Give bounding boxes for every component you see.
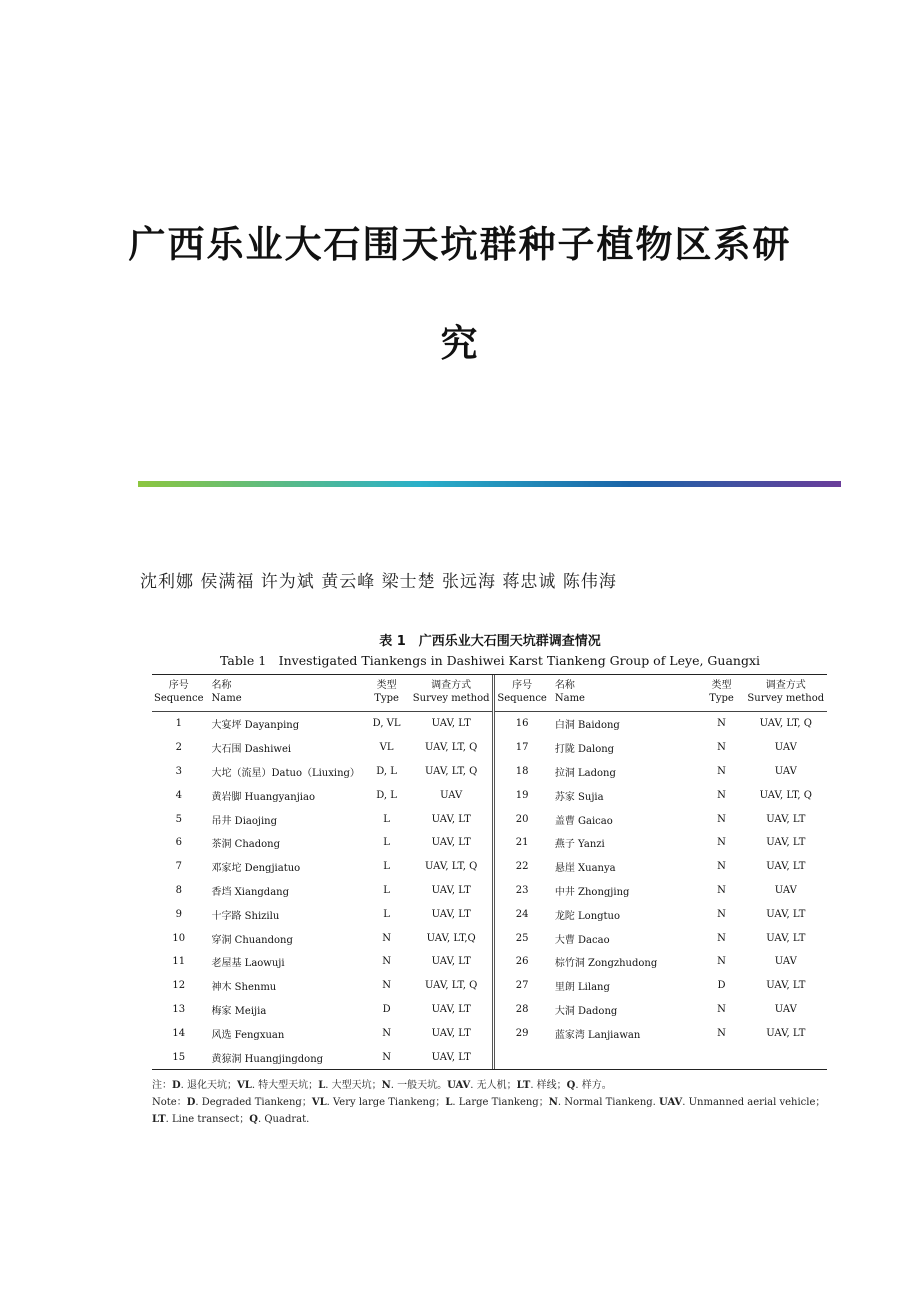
table-row — [152, 926, 827, 950]
cell-name: 大坨（流星）Datuo（Liuxing） — [211, 767, 360, 779]
table-row — [152, 974, 827, 998]
cell-seq: 3 — [175, 765, 182, 777]
cell-type: D, VL — [372, 718, 401, 730]
cell-method: UAV, LT,Q — [426, 932, 476, 944]
table-row — [152, 902, 827, 926]
cell-method: UAV, LT — [431, 1051, 471, 1063]
cell-name: 中井 Zhongjing — [554, 886, 630, 898]
cell-seq: 11 — [172, 956, 186, 968]
table-header-row — [152, 675, 827, 712]
cell-method: UAV, LT — [766, 813, 806, 825]
cell-seq: 27 — [494, 974, 549, 998]
cell-method: UAV, LT — [431, 884, 471, 896]
paper-title-line-2: 究 — [440, 321, 480, 365]
cell-name: 盖曹 Gaicao — [554, 815, 613, 827]
cell-name: 风选 Fengxuan — [211, 1029, 285, 1041]
cell-name: 龙陀 Longtuo — [554, 910, 621, 922]
header-method-cn-right: 调查方式 — [765, 680, 806, 691]
note-definition: . Normal Tiankeng. — [557, 1097, 660, 1108]
table-row — [152, 950, 827, 974]
cell-type: L — [383, 861, 390, 873]
cell-seq: 10 — [172, 932, 186, 944]
cell-seq: 28 — [494, 998, 549, 1022]
cell-method: UAV, LT — [431, 837, 471, 849]
header-method-en: Survey method — [412, 693, 490, 704]
cell-type: D, L — [376, 765, 397, 777]
header-seq-cn-right: 序号 — [512, 680, 533, 691]
note-definition: . Large Tiankeng； — [452, 1097, 549, 1108]
cell-type: N — [717, 789, 726, 801]
cell-seq: 13 — [172, 1003, 186, 1015]
header-type-en: Type — [374, 693, 399, 704]
cell-method: UAV, LT, Q — [425, 765, 478, 777]
note-abbreviation: UAV — [447, 1080, 471, 1091]
cell-method: UAV — [774, 742, 797, 754]
cell-type: N — [717, 908, 726, 920]
cell-empty — [698, 1045, 744, 1069]
table-row — [152, 712, 827, 736]
cell-name: 悬崖 Xuanya — [554, 863, 616, 875]
cell-name: 里朗 Lilang — [554, 982, 610, 994]
note-definition: . 无人机； — [470, 1080, 517, 1091]
cell-method: UAV, LT — [431, 813, 471, 825]
cell-method: UAV — [774, 765, 797, 777]
gradient-divider — [138, 481, 841, 487]
cell-seq: 17 — [494, 736, 549, 760]
cell-seq: 23 — [494, 879, 549, 903]
cell-method: UAV, LT — [431, 1027, 471, 1039]
cell-method: UAV, LT — [766, 1027, 806, 1039]
cell-name: 梅家 Meijia — [211, 1005, 267, 1017]
cell-name: 蓝家湾 Lanjiawan — [554, 1029, 641, 1041]
cell-seq: 24 — [494, 902, 549, 926]
cell-type: N — [717, 1003, 726, 1015]
cell-name: 茶洞 Chadong — [211, 839, 280, 851]
cell-type: N — [382, 980, 391, 992]
cell-method: UAV, LT — [431, 718, 471, 730]
note-abbreviation: D — [186, 1097, 196, 1108]
note-definition: . 大型天坑； — [325, 1080, 382, 1091]
note-abbreviation: N — [548, 1097, 558, 1108]
cell-method: UAV, LT — [431, 908, 471, 920]
header-method — [410, 675, 494, 712]
cell-type: D, L — [376, 789, 397, 801]
header-seq-en-right: Sequence — [497, 693, 547, 704]
cell-method: UAV, LT, Q — [425, 861, 478, 873]
header-seq — [152, 675, 206, 712]
cell-name: 拉洞 Ladong — [554, 767, 616, 779]
table-caption-en: Table 1 Investigated Tiankengs in Dashiwei Karst Tiankeng Group of Leye, Guangxi — [220, 653, 760, 668]
header-type-cn-right: 类型 — [711, 680, 732, 691]
note-abbreviation: N — [381, 1080, 391, 1091]
cell-name: 大石围 Dashiwei — [211, 744, 292, 756]
cell-seq: 20 — [494, 807, 549, 831]
cell-type: N — [382, 932, 391, 944]
cell-seq: 19 — [494, 783, 549, 807]
cell-type: N — [382, 1051, 391, 1063]
cell-type: N — [717, 956, 726, 968]
author-list: 沈利娜 侯满福 许为斌 黄云峰 梁士楚 张远海 蒋忠诚 陈伟海 — [140, 572, 617, 592]
note-abbreviation: UAV — [659, 1097, 683, 1108]
note-label: 注： — [152, 1080, 172, 1091]
cell-type: N — [717, 765, 726, 777]
cell-type: N — [717, 932, 726, 944]
cell-type: N — [717, 718, 726, 730]
cell-seq: 9 — [175, 908, 182, 920]
cell-type: N — [717, 837, 726, 849]
header-name-en: Name — [211, 693, 242, 704]
header-seq-en: Sequence — [154, 693, 204, 704]
cell-method: UAV — [440, 789, 463, 801]
cell-type: N — [382, 1027, 391, 1039]
cell-name: 神木 Shenmu — [211, 982, 277, 994]
cell-name: 燕子 Yanzi — [554, 839, 605, 851]
cell-method: UAV, LT, Q — [425, 980, 478, 992]
note-abbreviation: Q — [566, 1080, 576, 1091]
cell-method: UAV — [774, 884, 797, 896]
table-row — [152, 1021, 827, 1045]
cell-seq: 25 — [494, 926, 549, 950]
cell-seq: 7 — [175, 861, 182, 873]
cell-name: 老屋基 Laowuji — [211, 958, 285, 970]
header-seq-cn: 序号 — [168, 680, 189, 691]
note-abbreviation: Q — [249, 1114, 258, 1125]
cell-type: L — [383, 837, 390, 849]
cell-seq: 22 — [494, 855, 549, 879]
table-note — [152, 1077, 828, 1128]
cell-method: UAV, LT, Q — [759, 718, 812, 730]
cell-method: UAV, LT — [431, 1003, 471, 1015]
cell-name: 邓家坨 Dengjiatuo — [211, 863, 301, 875]
note-definition: . Degraded Tiankeng； — [195, 1097, 312, 1108]
table-row — [152, 807, 827, 831]
cell-name: 苏家 Sujia — [554, 791, 604, 803]
cell-method: UAV — [774, 1003, 797, 1015]
cell-seq: 1 — [175, 718, 182, 730]
cell-seq: 14 — [172, 1027, 186, 1039]
cell-seq: 18 — [494, 760, 549, 784]
cell-empty — [745, 1045, 827, 1069]
cell-type: D — [717, 980, 726, 992]
cell-seq: 5 — [175, 813, 182, 825]
header-type-en-right: Type — [709, 693, 734, 704]
note-definition: . 特大型天坑； — [251, 1080, 319, 1091]
note-definition: . 样方。 — [575, 1080, 612, 1091]
note-definition: . 样线； — [530, 1080, 567, 1091]
cell-method: UAV, LT — [766, 837, 806, 849]
cell-seq: 15 — [172, 1051, 186, 1063]
table-row — [152, 879, 827, 903]
header-name-right — [549, 675, 699, 712]
tiankeng-table — [152, 674, 827, 1070]
cell-method: UAV — [774, 956, 797, 968]
header-method-en-right: Survey method — [747, 693, 825, 704]
cell-name: 棕竹洞 Zongzhudong — [554, 958, 658, 970]
cell-name: 吊井 Diaojing — [211, 815, 278, 827]
cell-seq: 16 — [494, 712, 549, 736]
table-row — [152, 736, 827, 760]
cell-seq: 2 — [175, 742, 182, 754]
cell-empty — [494, 1045, 549, 1069]
cell-name: 大洞 Dadong — [554, 1005, 618, 1017]
note-abbreviation: VL — [237, 1080, 252, 1091]
header-type — [363, 675, 410, 712]
table-row — [152, 1045, 827, 1069]
note-abbreviation: L — [318, 1080, 326, 1091]
cell-seq: 8 — [175, 884, 182, 896]
note-label: Note： — [152, 1097, 187, 1108]
note-definition: . 退化天坑； — [180, 1080, 238, 1091]
header-name-cn: 名称 — [211, 680, 232, 691]
cell-type: N — [382, 956, 391, 968]
cell-type: L — [383, 813, 390, 825]
header-method-right — [745, 675, 827, 712]
header-type-cn: 类型 — [376, 680, 397, 691]
header-name-en-right: Name — [554, 693, 585, 704]
cell-type: N — [717, 813, 726, 825]
header-name — [206, 675, 364, 712]
cell-name: 大曹 Dacao — [554, 934, 610, 946]
note-definition: . Unmanned aerial vehicle； — [682, 1097, 826, 1108]
cell-name: 穿洞 Chuandong — [211, 934, 293, 946]
table-row — [152, 855, 827, 879]
note-definition: . 一般天坑。 — [390, 1080, 448, 1091]
paper-title-line-1: 广西乐业大石围天坑群种子植物区系研 — [128, 222, 792, 266]
cell-method: UAV, LT — [766, 861, 806, 873]
cell-name: 黄猄洞 Huangjingdong — [211, 1053, 324, 1065]
cell-seq: 26 — [494, 950, 549, 974]
cell-seq: 6 — [175, 837, 182, 849]
cell-method: UAV, LT — [766, 932, 806, 944]
note-abbreviation: LT — [152, 1114, 166, 1125]
cell-name: 打陇 Dalong — [554, 744, 615, 756]
table-row — [152, 760, 827, 784]
note-abbreviation: LT — [516, 1080, 531, 1091]
cell-method: UAV, LT — [431, 956, 471, 968]
cell-name: 白洞 Baidong — [554, 720, 620, 732]
cell-seq: 21 — [494, 831, 549, 855]
cell-type: N — [717, 884, 726, 896]
cell-name: 大宴坪 Dayanping — [211, 720, 300, 732]
cell-name: 香垱 Xiangdang — [211, 886, 290, 898]
cell-type: N — [717, 861, 726, 873]
table-caption-cn: 表 1 广西乐业大石围天坑群调查情况 — [379, 634, 601, 649]
cell-seq: 4 — [175, 789, 182, 801]
cell-type: N — [717, 742, 726, 754]
note-definition: . Quadrat. — [258, 1114, 310, 1125]
note-definition: . Line transect； — [165, 1114, 250, 1125]
cell-name: 十字路 Shizilu — [211, 910, 280, 922]
header-type-right — [698, 675, 744, 712]
note-definition: . Very large Tiankeng； — [326, 1097, 446, 1108]
table-row — [152, 783, 827, 807]
header-name-cn-right: 名称 — [554, 680, 575, 691]
cell-type: VL — [379, 742, 394, 754]
header-method-cn: 调查方式 — [431, 680, 472, 691]
cell-empty — [549, 1045, 699, 1069]
cell-type: N — [717, 1027, 726, 1039]
note-abbreviation: L — [445, 1097, 453, 1108]
table-row — [152, 998, 827, 1022]
cell-type: D — [382, 1003, 391, 1015]
cell-method: UAV, LT, Q — [759, 789, 812, 801]
note-abbreviation: VL — [311, 1097, 327, 1108]
header-seq-right — [494, 675, 549, 712]
cell-method: UAV, LT, Q — [425, 742, 478, 754]
cell-name: 黄岩脚 Huangyanjiao — [211, 791, 315, 803]
note-abbreviation: D — [172, 1080, 181, 1091]
cell-type: L — [383, 908, 390, 920]
table-row — [152, 831, 827, 855]
cell-method: UAV, LT — [766, 908, 806, 920]
cell-type: L — [383, 884, 390, 896]
table-note-cn — [152, 1077, 828, 1094]
cell-seq: 29 — [494, 1021, 549, 1045]
cell-method: UAV, LT — [766, 980, 806, 992]
cell-seq: 12 — [172, 980, 186, 992]
table-note-en — [152, 1094, 828, 1128]
